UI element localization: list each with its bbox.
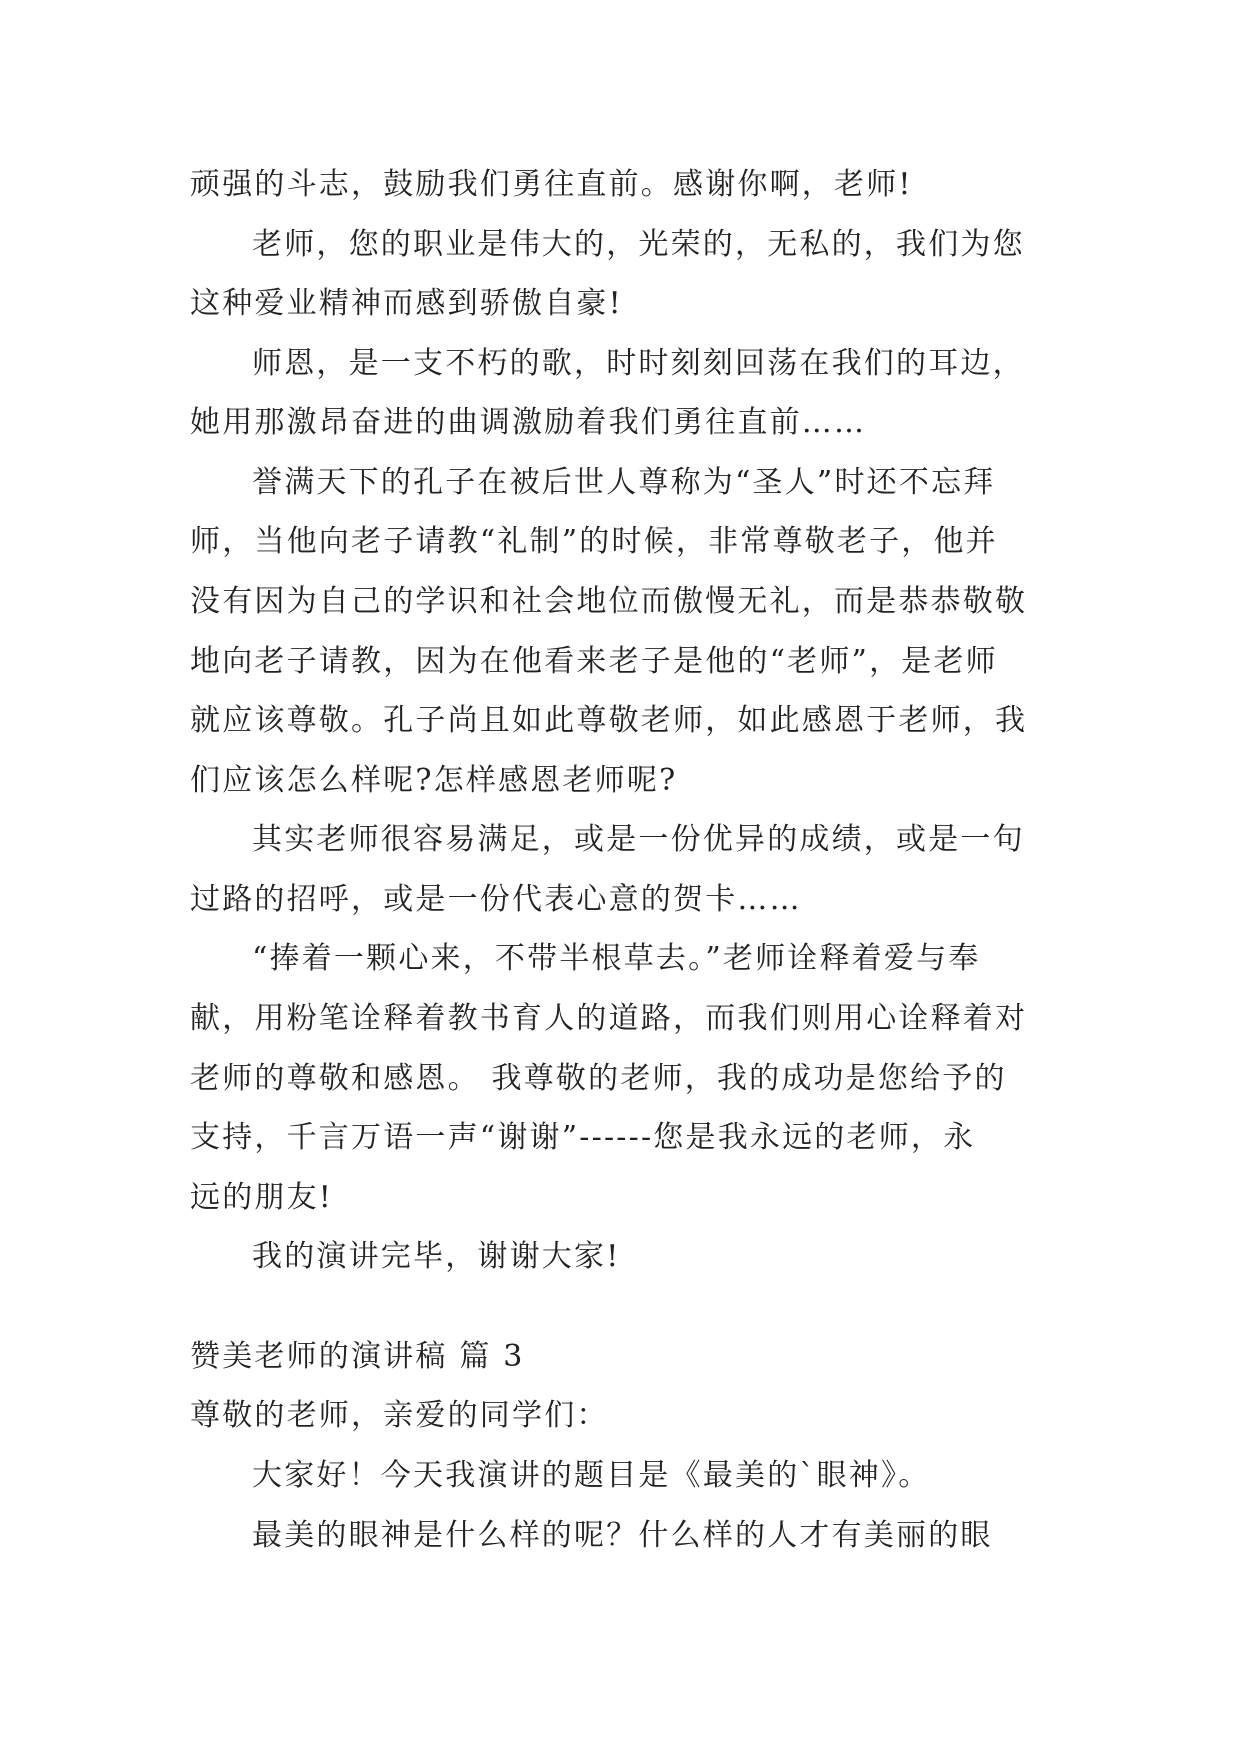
- section-heading: 赞美老师的演讲稿 篇 3: [190, 1339, 525, 1374]
- paragraph-line: “捧着一颗心来，不带半根草去。”老师诠释着爱与奉: [252, 941, 981, 976]
- paragraph-line: 老师，您的职业是伟大的，光荣的，无私的，我们为您: [252, 227, 1025, 262]
- paragraph-line: 我的演讲完毕，谢谢大家!: [252, 1239, 621, 1274]
- paragraph-line: 最美的眼神是什么样的呢？什么样的人才有美丽的眼: [252, 1518, 993, 1553]
- paragraph-line: 们应该怎么样呢?怎样感恩老师呢?: [190, 763, 678, 798]
- paragraph-line: 大家好！今天我演讲的题目是《最美的`眼神》。: [252, 1458, 931, 1493]
- paragraph-line: 顽强的斗志，鼓励我们勇往直前。感谢你啊，老师!: [190, 167, 913, 202]
- paragraph-line: 其实老师很容易满足，或是一份优异的成绩，或是一句: [252, 822, 1025, 857]
- paragraph-line: 誉满天下的孔子在被后世人尊称为“圣人”时还不忘拜: [252, 465, 996, 500]
- paragraph-line: 老师的尊敬和感恩。 我尊敬的老师，我的成功是您给予的: [190, 1061, 1007, 1096]
- paragraph-line: 这种爱业精神而感到骄傲自豪!: [190, 286, 623, 321]
- paragraph-line: 支持，千言万语一声“谢谢”------您是我永远的老师，永: [190, 1120, 976, 1155]
- paragraph-line: 献，用粉笔诠释着教书育人的道路，而我们则用心诠释着对: [190, 1001, 1028, 1036]
- paragraph-line: 就应该尊敬。孔子尚且如此尊敬老师，如此感恩于老师，我: [190, 703, 1028, 738]
- paragraph-line: 她用那激昂奋进的曲调激励着我们勇往直前……: [190, 405, 867, 440]
- paragraph-line: 没有因为自己的学识和社会地位而傲慢无礼，而是恭恭敬敬: [190, 584, 1028, 619]
- salutation: 尊敬的老师，亲爱的同学们：: [190, 1398, 609, 1433]
- paragraph-line: 过路的招呼，或是一份代表心意的贺卡……: [190, 882, 802, 917]
- paragraph-line: 师，当他向老子请教“礼制”的时候，非常尊敬老子，他并: [190, 524, 998, 559]
- paragraph-line: 师恩，是一支不朽的歌，时时刻刻回荡在我们的耳边，: [252, 346, 1025, 381]
- paragraph-line: 远的朋友!: [190, 1180, 334, 1215]
- paragraph-line: 地向老子请教，因为在他看来老子是他的“老师”，是老师: [190, 644, 998, 679]
